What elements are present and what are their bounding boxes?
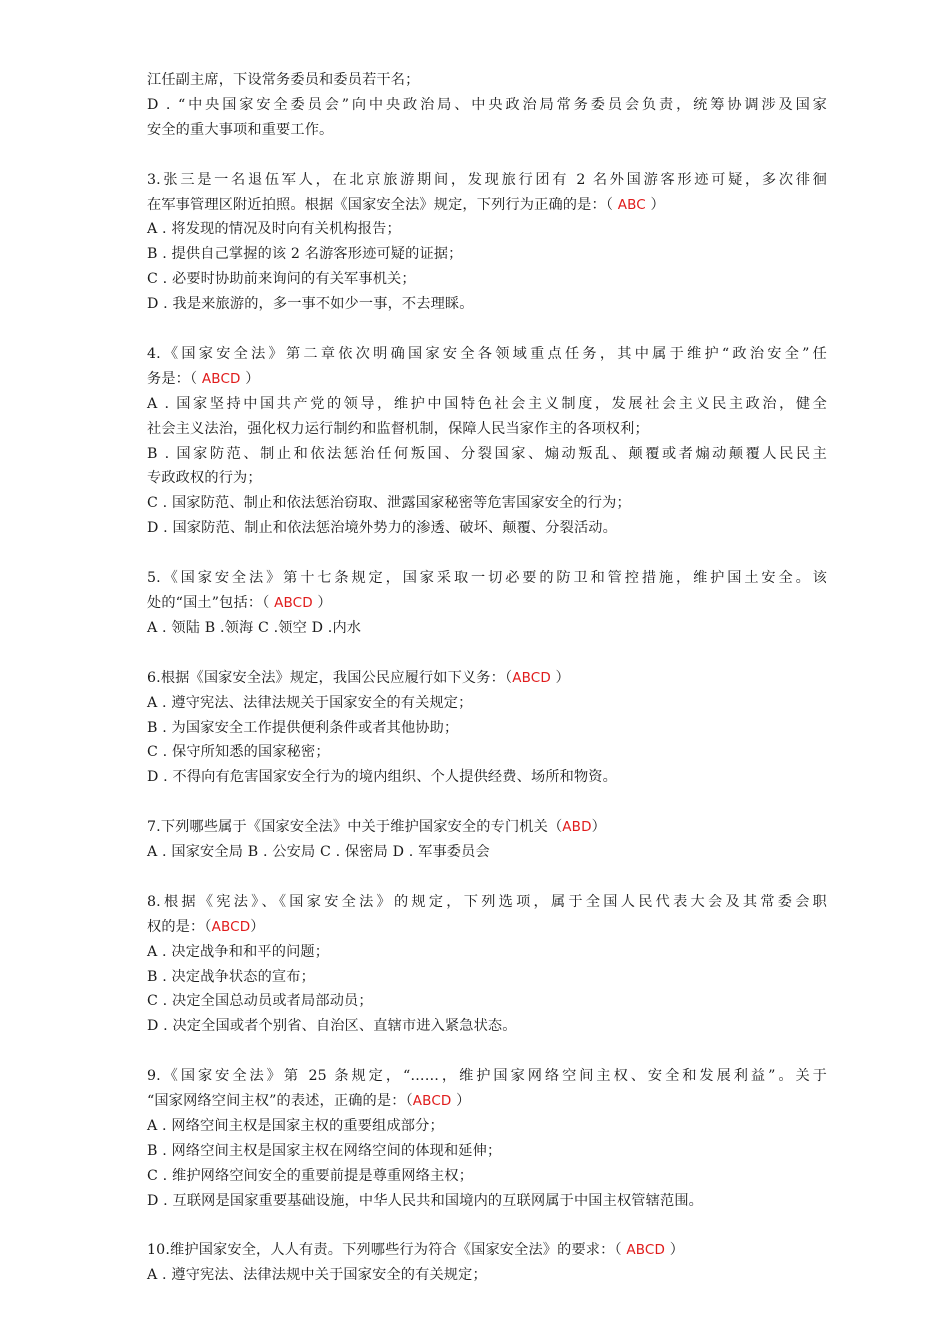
- text-line: B . 提供自己掌握的该 2 名游客形迹可疑的证据；: [147, 246, 463, 263]
- text-line: 江任副主席，下设常务委员和委员若干名；: [147, 72, 420, 88]
- text-line: [147, 666, 827, 691]
- paragraph-gap: [147, 865, 827, 890]
- answer-key: ABCD: [412, 1093, 452, 1110]
- text-line: C . 保守所知悉的国家秘密；: [147, 744, 330, 761]
- text-line: A . 遵守宪法、法律法规关于国家安全的有关规定；: [147, 694, 473, 711]
- text-line: D . 不得向有危害国家安全行为的境内组织、个人提供经费、场所和物资。: [147, 769, 617, 786]
- text-line: A . 领陆 B .领海 C .领空 D .内水: [147, 619, 362, 636]
- answer-key: ABCD: [211, 918, 251, 935]
- text-line: A . 将发现的情况及时向有关机构报告；: [147, 221, 401, 238]
- answer-key: ABC: [617, 196, 646, 213]
- paragraph-gap: [147, 1039, 827, 1064]
- text-line: C . 国家防范、制止和依法惩治窃取、泄露国家秘密等危害国家安全的行为；: [147, 495, 631, 512]
- question-block: [147, 666, 827, 791]
- text-line: 9.《国家安全法》第 25 条规定，“……，维护国家网络空间主权、安全和发展利益”。关于: [147, 1068, 827, 1085]
- question-text: 务是：（: [147, 370, 202, 387]
- text-line: [147, 1238, 827, 1263]
- question-text: 在军事管理区附近拍照。根据《国家安全法》规定，下列行为正确的是：（: [147, 196, 618, 213]
- text-line: D . 决定全国或者个别省、自治区、直辖市进入紧急状态。: [147, 1018, 517, 1035]
- text-line: [147, 591, 827, 616]
- text-line: 安全的重大事项和重要工作。: [147, 121, 334, 138]
- question-text-end: ）: [312, 594, 332, 611]
- answer-key: ABCD: [512, 669, 551, 686]
- text-line: A . 决定战争和和平的问题；: [147, 943, 330, 960]
- question-text: 6.根据《国家安全法》规定，我国公民应履行如下义务：（: [147, 669, 513, 686]
- text-line: C . 维护网络空间安全的重要前提是尊重网络主权；: [147, 1167, 474, 1184]
- document-body: [147, 68, 827, 1288]
- answer-key: ABCD: [274, 594, 313, 611]
- text-line: B . 网络空间主权是国家主权在网络空间的体现和延伸；: [147, 1142, 502, 1159]
- answer-key: ABCD: [201, 370, 241, 387]
- text-line: A . 遵守宪法、法律法规中关于国家安全的有关规定；: [147, 1267, 487, 1284]
- question-text: 处的“国土”包括：（: [147, 594, 275, 611]
- answer-key: ABCD: [626, 1242, 666, 1259]
- question-block: [147, 1064, 827, 1213]
- question-text-end: ）: [645, 196, 665, 213]
- question-text: 7.下列哪些属于《国家安全法》中关于维护国家安全的专门机关（: [147, 819, 563, 836]
- question-text-end: ）: [240, 370, 260, 387]
- paragraph-gap: [147, 790, 827, 815]
- question-block: [147, 342, 827, 541]
- question-text-end: ）: [550, 669, 570, 686]
- question-block: [147, 168, 827, 317]
- text-line: B . 为国家安全工作提供便利条件或者其他协助；: [147, 719, 459, 736]
- paragraph-gap: [147, 1214, 827, 1239]
- text-line: [147, 1089, 827, 1114]
- text-line: D . 我是来旅游的，多一事不如少一事，不去理睬。: [147, 296, 474, 313]
- question-text-end: ）: [665, 1242, 685, 1259]
- question-text: 10.维护国家安全，人人有责。下列哪些行为符合《国家安全法》的要求：（: [147, 1242, 627, 1259]
- text-line: [147, 815, 827, 840]
- text-line: A . 国家坚持中国共产党的领导，维护中国特色社会主义制度，发展社会主义民主政治，健全: [147, 395, 827, 412]
- text-line: 专政政权的行为；: [147, 470, 262, 487]
- question-text: “国家网络空间主权”的表述，正确的是：（: [147, 1093, 413, 1110]
- text-line: [147, 915, 827, 940]
- text-line: 3.张三是一名退伍军人，在北京旅游期间，发现旅行团有 2 名外国游客形迹可疑，多次徘徊: [147, 171, 827, 188]
- text-line: A . 网络空间主权是国家主权的重要组成部分；: [147, 1117, 444, 1134]
- paragraph-gap: [147, 143, 827, 168]
- text-line: [147, 367, 827, 392]
- text-line: D . 国家防范、制止和依法惩治境外势力的渗透、破坏、颠覆、分裂活动。: [147, 520, 617, 537]
- question-text-end: ）: [250, 918, 265, 935]
- paragraph-gap: [147, 641, 827, 666]
- text-line: B . 决定战争状态的宣布；: [147, 968, 315, 985]
- question-text-end: ）: [591, 819, 606, 836]
- paragraph-gap: [147, 317, 827, 342]
- text-line: C . 决定全国总动员或者局部动员；: [147, 993, 373, 1010]
- text-line: 5.《国家安全法》第十七条规定，国家采取一切必要的防卫和管控措施，维护国土安全。该: [147, 570, 827, 587]
- text-line: 4.《国家安全法》第二章依次明确国家安全各领域重点任务，其中属于维护“政治安全”任: [147, 345, 827, 362]
- question-text-end: ）: [451, 1093, 471, 1110]
- text-line: D . 互联网是国家重要基础设施，中华人民共和国境内的互联网属于中国主权管辖范围。: [147, 1192, 703, 1209]
- text-line: C . 必要时协助前来询问的有关军事机关；: [147, 271, 416, 288]
- question-block: [147, 566, 827, 641]
- text-line: 8.根据《宪法》、《国家安全法》的规定，下列选项，属于全国人民代表大会及其常委会职: [147, 893, 827, 910]
- answer-key: ABD: [562, 819, 592, 836]
- text-line: A . 国家安全局 B . 公安局 C . 保密局 D . 军事委员会: [147, 844, 490, 861]
- paragraph-gap: [147, 541, 827, 566]
- text-line: D . “中央国家安全委员会”向中央政治局、中央政治局常务委员会负责，统筹协调涉及国家: [147, 96, 827, 113]
- question-block: [147, 68, 827, 143]
- question-block: [147, 815, 827, 865]
- text-line: 社会主义法治，强化权力运行制约和监督机制，保障人民当家作主的各项权利；: [147, 420, 649, 437]
- text-line: [147, 193, 827, 218]
- question-block: [147, 890, 827, 1039]
- question-text: 权的是：（: [147, 918, 212, 935]
- text-line: B . 国家防范、制止和依法惩治任何叛国、分裂国家、煽动叛乱、颠覆或者煽动颠覆人民民主: [147, 445, 827, 462]
- question-block: [147, 1238, 827, 1288]
